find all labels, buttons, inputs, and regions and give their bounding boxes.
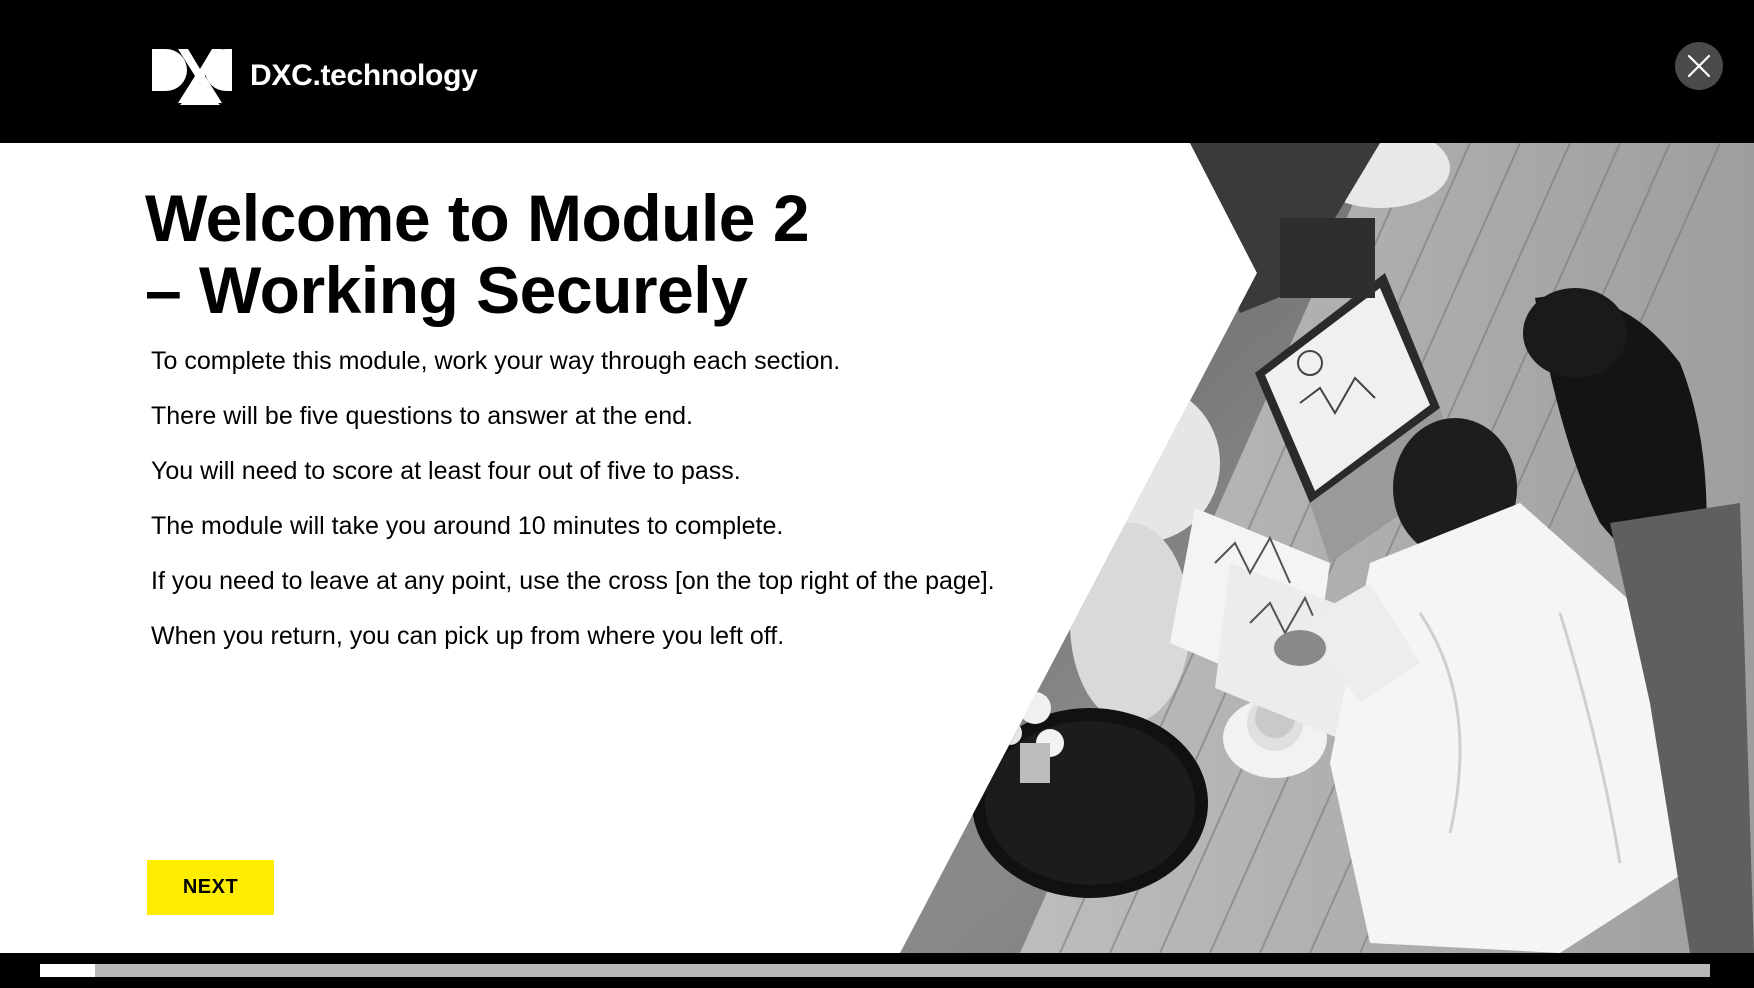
instruction-paragraph: To complete this module, work your way through each section. [151, 347, 841, 375]
close-button[interactable] [1675, 42, 1723, 90]
header-bar [0, 0, 1754, 143]
logo-text: DXC.technology [250, 59, 478, 92]
instruction-paragraph: You will need to score at least four out of five to pass. [151, 457, 741, 485]
instruction-paragraph: If you need to leave at any point, use the cross [on the top right of the page]. [151, 567, 995, 595]
page-title-line-2: – Working Securely [145, 253, 748, 327]
page-title [145, 182, 905, 326]
close-icon [1686, 53, 1712, 79]
page-title-line-1: Welcome to Module 2 [145, 181, 810, 255]
instruction-paragraph: When you return, you can pick up from where you left off. [151, 622, 785, 650]
progress-fill [40, 964, 95, 977]
instructions [151, 345, 1081, 675]
instruction-paragraph: The module will take you around 10 minutes to complete. [151, 512, 784, 540]
next-button[interactable]: NEXT [147, 860, 274, 915]
progress-footer [0, 953, 1754, 988]
dxc-logo-mark-icon [152, 47, 232, 105]
instruction-paragraph: There will be five questions to answer at the end. [151, 402, 693, 430]
progress-bar [40, 964, 1710, 977]
dxc-logo [152, 47, 477, 105]
